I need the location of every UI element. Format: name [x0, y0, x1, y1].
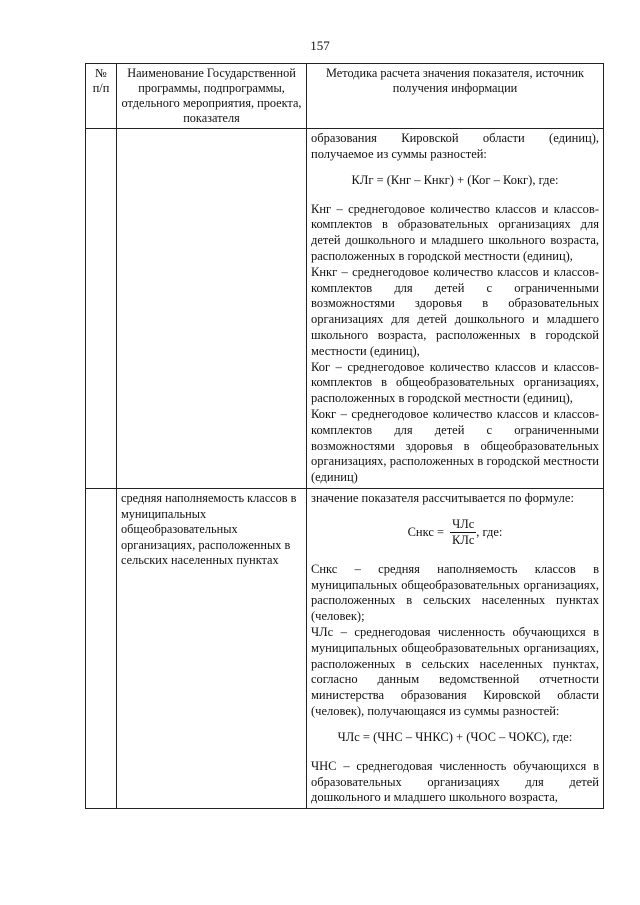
row1-definition: Ког – среднегодовое количество классов и классов-комплектов в общеобразовательных организациях, расположенных в городской местности (единиц),	[311, 359, 599, 406]
row1-formula: КЛг = (Кнг – Кнкг) + (Ког – Кокг), где:	[351, 172, 559, 187]
table-row	[86, 129, 604, 489]
row1-definition: Кнг – среднегодовое количество классов и классов-комплектов в образовательных организациях для детей дошкольного и младшего школьного возраста, расположенных в городской местности (единиц),	[311, 201, 599, 263]
row2-definition: ЧЛс – среднегодовая численность обучающихся в муниципальных общеобразовательных организациях, расположенных в сельских населенных пунктах, согласно данным ведомственной отчетности министерства образования Кировской области (человек), получающаяся из суммы разностей:	[311, 624, 599, 718]
row1-name	[117, 129, 307, 489]
formula-tail: , где:	[476, 524, 503, 539]
row2-definition: Снкс – средняя наполняемость классов в муниципальных общеобразовательных организациях, расположенных в сельских населенных пунктах (человек);	[311, 561, 599, 624]
row2-method	[307, 488, 604, 808]
row2-fraction-formula	[311, 517, 599, 548]
row2-tail: ЧНС – среднегодовая численность обучающихся в образовательных организациях для детей дошкольного и младшего школьного возраста,	[311, 758, 599, 805]
indicator-table	[85, 63, 604, 809]
row1-definition: Кокг – среднегодовое количество классов и классов-комплектов для детей с ограниченными возможностями здоровья в общеобразовательных организациях, расположенных в городской местности (единиц)	[311, 406, 599, 485]
row1-method	[307, 129, 604, 489]
row2-formula2: ЧЛс = (ЧНС – ЧНКС) + (ЧОС – ЧОКС), где:	[337, 729, 573, 744]
header-name: Наименование Государственной программы, подпрограммы, отдельного мероприятия, проекта, показателя	[117, 64, 307, 129]
formula-lhs: Снкс =	[407, 524, 445, 539]
row1-intro: образования Кировской области (единиц), получаемое из суммы разностей:	[311, 131, 599, 161]
row1-number	[86, 129, 117, 489]
table-row	[86, 488, 604, 808]
row2-intro: значение показателя рассчитывается по формуле:	[311, 490, 574, 505]
row2-number	[86, 488, 117, 808]
formula-denominator: КЛс	[452, 532, 475, 547]
header-number: № п/п	[86, 64, 117, 129]
formula-numerator: ЧЛс	[452, 516, 475, 531]
page-number: 157	[310, 38, 330, 53]
row1-definition: Кнкг – среднегодовое количество классов и классов-комплектов для детей с ограниченными возможностями здоровья в образовательных организациях для детей дошкольного и младшего школьного возраста, расположенных в городской местности (единиц),	[311, 264, 599, 358]
table-header-row	[86, 64, 604, 129]
header-method: Методика расчета значения показателя, источник получения информации	[307, 64, 604, 129]
row2-name: средняя наполняемость классов в муниципальных общеобразовательных организациях, расположенных в сельских населенных пунктах	[117, 488, 307, 808]
